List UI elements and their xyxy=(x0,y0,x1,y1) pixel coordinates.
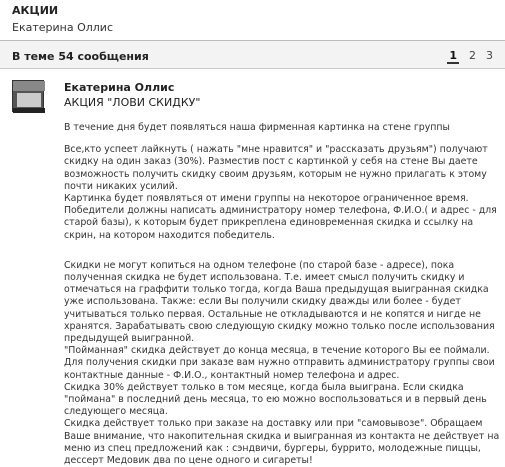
post-paragraph: Скидка 30% действует только в том месяце, когда была выиграна. Если скидка "поймана" в последний день месяца, то ею можно воспользоваться и в первый день следующего месяца. xyxy=(64,381,487,418)
forum-post xyxy=(0,70,505,467)
page-2-link[interactable]: 2 xyxy=(469,49,476,62)
page-1-link[interactable]: 1 xyxy=(449,49,457,62)
post-paragraph: "Пойманная" скидка действует до конца месяца, в течение которого Вы ее поймали. xyxy=(64,345,490,357)
post-paragraph: Картинка будет появляться от имени группы на некоторое ограниченное время. Победители должны написать администратору номер телефона, Ф.И.О.( и адрес - для старой базы), к которым будет прикреплена единовременная скидка и ссылку на скрин, на котором находится победитель. xyxy=(64,193,497,241)
post-title: АКЦИЯ "ЛОВИ СКИДКУ" xyxy=(64,96,201,109)
page-subtitle[interactable]: Екатерина Оллис xyxy=(12,21,113,34)
post-body xyxy=(64,122,500,467)
page-3-link[interactable]: 3 xyxy=(486,49,493,62)
page-header xyxy=(0,0,505,40)
avatar[interactable] xyxy=(12,80,44,112)
message-count: В теме 54 сообщения xyxy=(12,50,149,63)
post-paragraph: Все,кто успеет лайкнуть ( нажать "мне нравится" и "рассказать друзьям") получают скидку на один заказ (30%). Разместив пост с картинкой у себя на стене Вы даете возможность получить скидку своим друзьям, которым не нужно прилагать к этому почти никаких усилий. xyxy=(64,144,488,192)
topic-bar xyxy=(0,41,505,69)
page-title: АКЦИИ xyxy=(12,4,59,17)
post-paragraph: Скидка действует только при заказе на доставку или при "самовывозе". Обращаем Ваше внимание, что накопительная скидка и выигранная из контакта не действует на меню из спец предложений как : сэндвичи, бургеры, буррито, молодежные пиццы, дессерт Медовик два по цене одного и сигареты! xyxy=(64,418,500,467)
post-author[interactable]: Екатерина Оллис xyxy=(64,81,175,94)
pagination xyxy=(447,49,493,64)
post-paragraph: Скидки не могут копиться на одном телефоне (по старой базе - адресе), пока полученная скидка не будет использована. Т.е. имеет смысл получить скидку и отмечаться на граффити только тогда, когда Ваша предыдущая выигранная скидка уже использована. Также: если Вы получили скидку дважды или более - будет учитываться только первая. Остальные не откладываются и не копятся и нигде не хранятся. Зарабатывать свою следующую скидку можно только после использования предыдущей выигранной. xyxy=(64,259,495,345)
post-paragraph: Для получения скидки при заказе вам нужно отправить администратору группы свои контактные данные - Ф.И.О., контактный номер телефона и адрес. xyxy=(64,357,495,381)
post-paragraph: В течение дня будет появляться наша фирменная картинка на стене группы xyxy=(64,122,450,133)
